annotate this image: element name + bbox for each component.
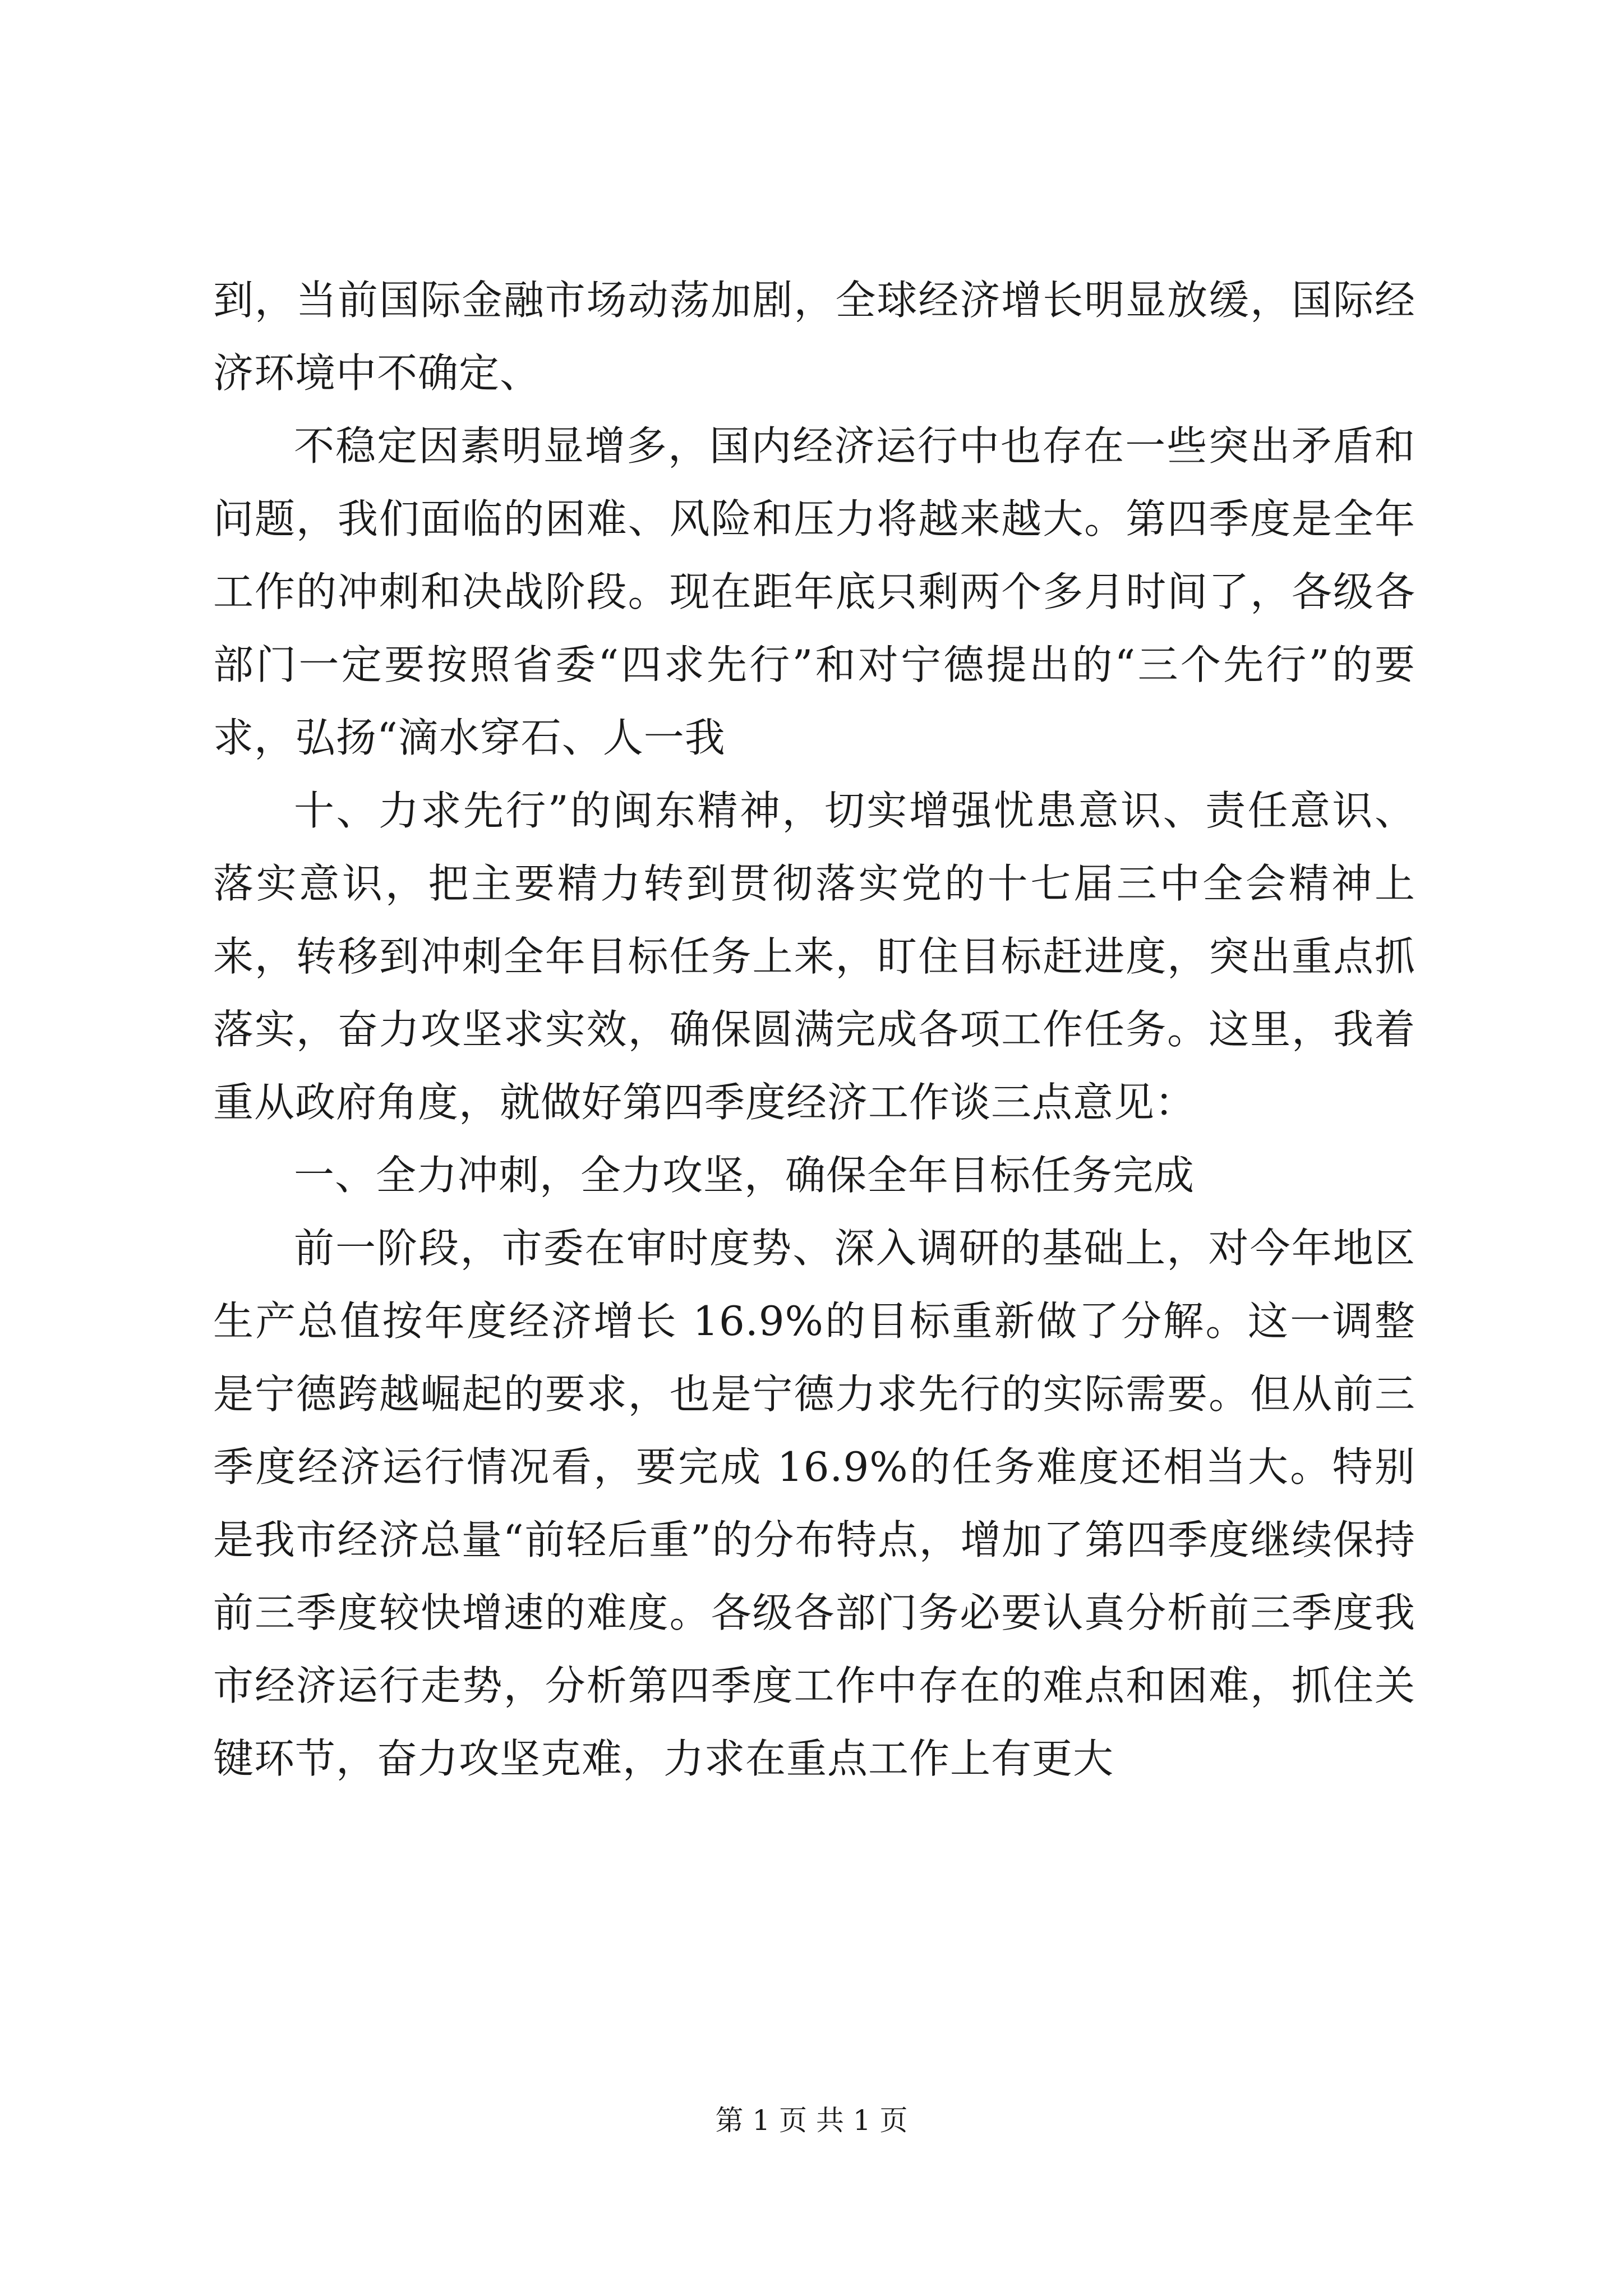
paragraph-continuation: 到，当前国际金融市场动荡加剧，全球经济增长明显放缓，国际经济环境中不确定、 bbox=[213, 277, 1415, 397]
paragraph: 不稳定因素明显增多，国内经济运行中也存在一些突出矛盾和问题，我们面临的困难、风险和压力将越来越大。第四季度是全年工作的冲刺和决战阶段。现在距年底只剩两个多月时间了，各级各部门一定要按照省委“四求先行”和对宁德提出的“三个先行”的要求，弘扬“滴水穿石、人一我 bbox=[213, 422, 1415, 761]
page-footer: 第 1 页 共 1 页 bbox=[715, 2104, 908, 2137]
document-body bbox=[213, 264, 1415, 1795]
paragraph: 前一阶段，市委在审时度势、深入调研的基础上，对今年地区生产总值按年度经济增长 16.9%的目标重新做了分解。这一调整是宁德跨越崛起的要求，也是宁德力求先行的实际需要。但从前三季度经济运行情况看，要完成 16.9%的任务难度还相当大。特别是我市经济总量“前轻后重”的分布特点，增加了第四季度继续保持前三季度较快增速的难度。各级各部门务必要认真分析前三季度我市经济运行走势，分析第四季度工作中存在的难点和困难，抓住关键环节，奋力攻坚克难，力求在重点工作上有更大 bbox=[213, 1225, 1415, 1782]
section-heading: 一、全力冲刺，全力攻坚，确保全年目标任务完成 bbox=[294, 1152, 1195, 1199]
paragraph: 十、力求先行”的闽东精神，切实增强忧患意识、责任意识、落实意识，把主要精力转到贯彻落实党的十七届三中全会精神上来，转移到冲刺全年目标任务上来，盯住目标赶进度，突出重点抓落实，奋力攻坚求实效，确保圆满完成各项工作任务。这里，我着重从政府角度，就做好第四季度经济工作谈三点意见： bbox=[213, 787, 1415, 1126]
